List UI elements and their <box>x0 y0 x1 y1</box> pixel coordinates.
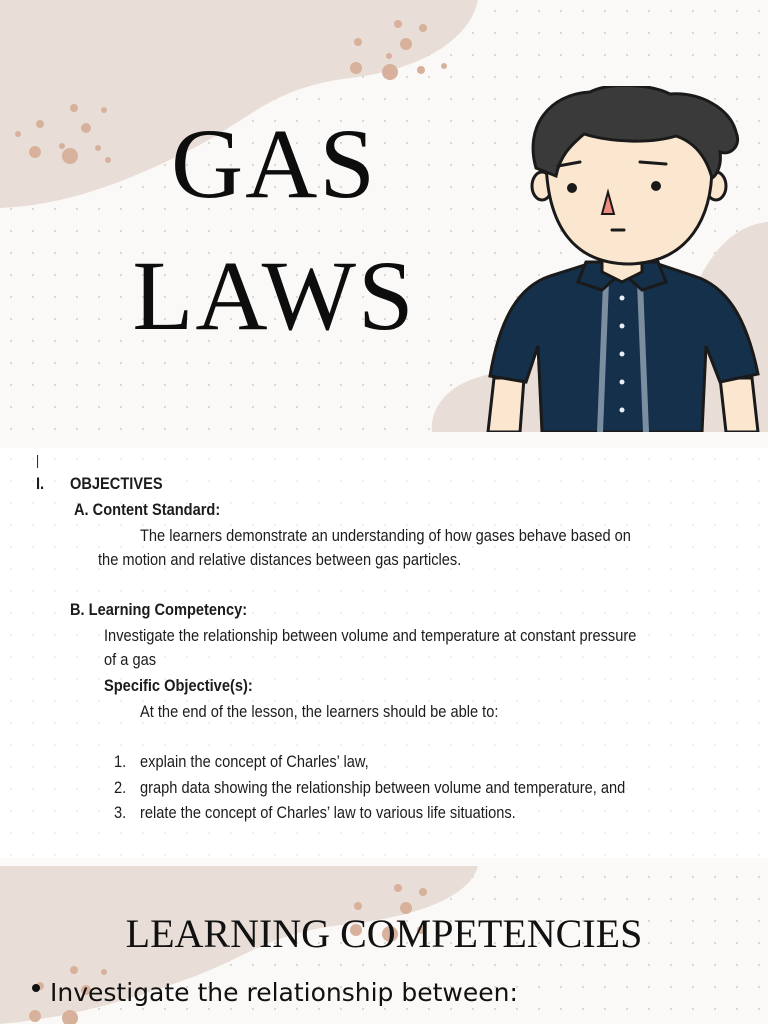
title-slide <box>0 0 768 432</box>
content-standard-text-line1: The learners demonstrate an understanding of how gases behave based on <box>140 526 631 545</box>
bullet-dot-icon <box>32 984 40 992</box>
title-line-laws: LAWS <box>132 240 416 351</box>
objective-number: 3. <box>114 803 127 822</box>
specific-objectives-label: Specific Objective(s): <box>104 676 253 695</box>
title-line-gas: GAS <box>170 108 378 219</box>
objective-text: graph data showing the relationship between volume and temperature, and <box>140 778 626 797</box>
slide-heading: LEARNING COMPETENCIES <box>125 911 643 956</box>
objective-number: 1. <box>114 752 127 771</box>
content-standard-text-line2: the motion and relative distances between gas particles. <box>98 550 462 569</box>
cartoon-boy-illustration <box>480 86 768 432</box>
objective-text: relate the concept of Charles’ law to various life situations. <box>140 803 516 822</box>
section-title: OBJECTIVES <box>70 474 163 493</box>
learning-competency-label: B. Learning Competency: <box>70 600 248 619</box>
objective-number: 2. <box>114 778 127 797</box>
text-cursor-mark: | <box>36 452 40 468</box>
objective-text: explain the concept of Charles’ law, <box>140 752 369 771</box>
section-number: I. <box>36 474 45 493</box>
bullet-item <box>32 978 518 1007</box>
specific-objectives-intro: At the end of the lesson, the learners should be able to: <box>140 702 499 721</box>
learning-competency-text-line2: of a gas <box>104 650 157 669</box>
objectives-document-page <box>0 448 768 858</box>
content-standard-label: A. Content Standard: <box>74 500 221 519</box>
learning-competencies-slide <box>0 866 768 1024</box>
bullet-text: Investigate the relationship between: <box>50 978 518 1007</box>
learning-competency-text-line1: Investigate the relationship between volume and temperature at constant pressure <box>104 626 637 645</box>
